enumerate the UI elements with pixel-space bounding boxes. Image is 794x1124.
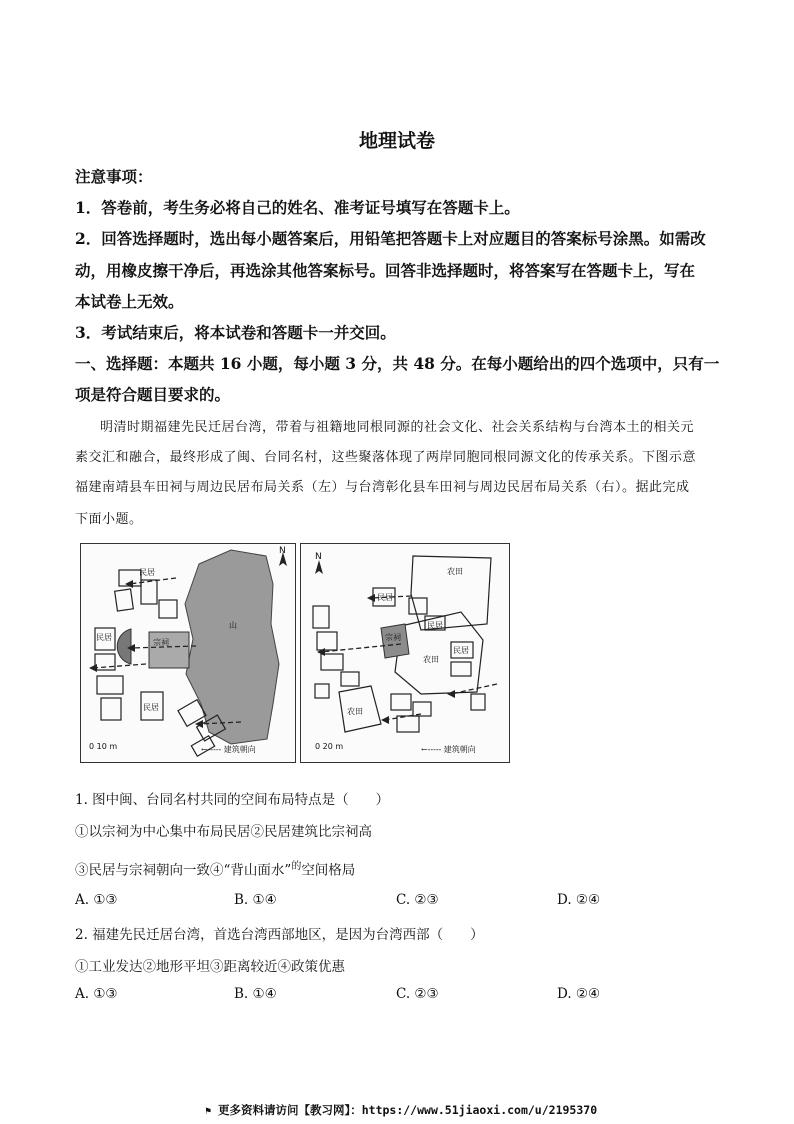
- map-label: 民居: [139, 568, 155, 577]
- scale-bar: 0 20 m: [315, 742, 344, 751]
- map-label: 民居: [453, 646, 469, 655]
- notice-item-3: 3．考试结束后，将本试卷和答题卡一并交回。: [75, 323, 396, 342]
- section-heading: 一、选择题：本题共 16 小题，每小题 3 分，共 48 分。在每小题给出的四个选项中，只有一: [75, 354, 720, 373]
- passage-line-1: 明清时期福建先民迁居台湾，带着与祖籍地同根同源的社会文化、社会关系结构与台湾本土的相关元: [100, 420, 695, 435]
- left-map: [80, 543, 296, 763]
- map-label: 民居: [427, 621, 443, 630]
- question-1-statements-1: ①以宗祠为中心集中布局民居②民居建筑比宗祠高: [75, 824, 372, 840]
- question-2-option-d: D. ②④: [557, 986, 601, 1002]
- map-label: 农田: [447, 567, 463, 576]
- question-1-statements-2: ③民居与宗祠朝向一致④“背山面水”$^的$空间格局: [75, 861, 356, 879]
- right-map: [300, 543, 510, 763]
- question-1-option-a: A. ①③: [75, 892, 118, 908]
- question-1-stem: 1. 图中闽、台同名村共同的空间布局特点是（ ）: [75, 792, 390, 808]
- notice-item-1: 1．答卷前，考生务必将自己的姓名、准考证号填写在答题卡上。: [75, 198, 520, 217]
- notice-item-2-end: 本试卷上无效。: [75, 292, 184, 311]
- north-arrow-icon: [315, 560, 323, 574]
- question-2-option-b: B. ①④: [234, 986, 277, 1002]
- question-2-option-c: C. ②③: [396, 986, 439, 1002]
- page-title: 地理试卷: [358, 130, 435, 152]
- map-legend: ←----- 建筑朝向: [201, 745, 256, 754]
- map-label: 农田: [423, 655, 439, 664]
- flag-icon: ⚑: [205, 1106, 212, 1117]
- question-2-stem: 2. 福建先民迁居台湾，首选台湾西部地区，是因为台湾西部（ ）: [75, 927, 484, 943]
- notice-heading: 注意事项：: [75, 167, 153, 186]
- notice-item-2-cont: 动，用橡皮擦干净后，再选涂其他答案标号。回答非选择题时，将答案写在答题卡上，写在: [75, 261, 696, 280]
- scale-bar: 0 10 m: [89, 742, 118, 751]
- map-label: 民居: [143, 703, 159, 712]
- notice-item-2: 2．回答选择题时，选出每小题答案后，用铅笔把答题卡上对应题目的答案标号涂黑。如需改: [75, 229, 706, 248]
- question-1-option-b: B. ①④: [234, 892, 277, 908]
- passage-line-4: 下面小题。: [75, 512, 143, 527]
- map-legend: ←----- 建筑朝向: [421, 745, 476, 754]
- map-label: 农田: [347, 707, 363, 716]
- question-1-option-d: D. ②④: [557, 892, 601, 908]
- question-2-option-a: A. ①③: [75, 986, 118, 1002]
- passage-line-3: 福建南靖县车田祠与周边民居布局关系（左）与台湾彰化县车田祠与周边民居布局关系（右）。据此完成: [75, 480, 690, 495]
- north-label: N: [315, 552, 322, 562]
- map-label-ancestral-hall: 宗祠: [153, 638, 169, 647]
- map-label: 民居: [377, 593, 393, 602]
- section-heading-cont: 项是符合题目要求的。: [75, 385, 231, 404]
- question-1-option-c: C. ②③: [396, 892, 439, 908]
- question-2-statements: ①工业发达②地形平坦③距离较近④政策优惠: [75, 959, 345, 975]
- footer-link[interactable]: [205, 1102, 597, 1118]
- north-label: N: [279, 546, 286, 556]
- map-label-ancestral-hall: 宗祠: [385, 633, 401, 642]
- map-label: 民居: [96, 633, 112, 642]
- passage-line-2: 素交汇和融合，最终形成了闽、台同名村，这些聚落体现了两岸同胞同根同源文化的传承关系。下图示意: [75, 450, 697, 465]
- footer-text: 更多资料请访问【教习网】：https://www.51jiaoxi.com/u/2195370: [217, 1103, 598, 1117]
- map-label: 山: [229, 621, 237, 630]
